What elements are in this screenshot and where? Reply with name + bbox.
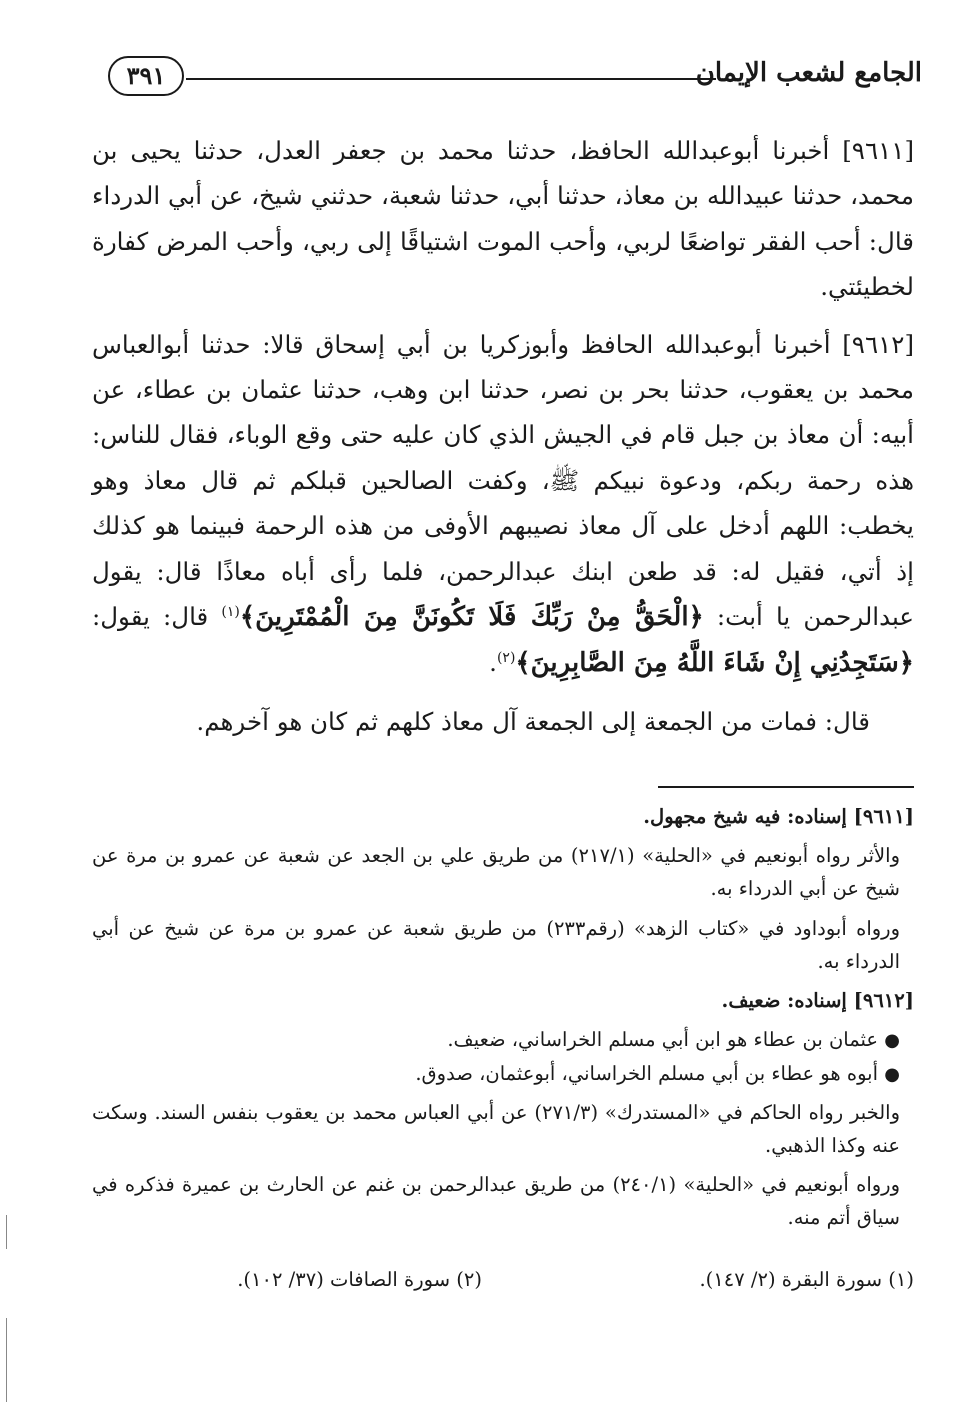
hadith-text: . (489, 648, 497, 678)
hadith-number: [٩٦١٢] (842, 329, 914, 359)
note-heading: [٩٦١٢] إسناده: ضعيف. (721, 989, 914, 1013)
book-title: الجامع لشعب الإيمان (695, 58, 922, 88)
footnote-ref: (١) (221, 603, 240, 620)
bullet-icon: ● (884, 1030, 900, 1052)
margin-mark (6, 1215, 7, 1249)
note-text: ورواه أبوداود في «كتاب الزهد» (رقم٢٣٣) من طريق شعبة عن عمرو بن مرة عن شيخ عن أبي الدرداء به. (92, 916, 900, 973)
list-item (92, 1023, 900, 1057)
hadith-text: قال: يقول: (92, 602, 222, 632)
notes (92, 800, 914, 1240)
page-number: ٣٩١ (108, 56, 184, 96)
hadith-9612 (92, 322, 914, 687)
quran-verse: ﴿الْحَقُّ مِنْ رَبِّكَ فَلَا تَكُونَنَّ مِنَ الْمُمْتَرِينَ﴾ (239, 602, 704, 633)
hadith-9611 (92, 128, 914, 310)
note-text: ورواه أبونعيم في «الحلية» (٢٤٠/١) من طريق عبدالرحمن بن غنم عن الحارث بن عميرة فذكره في سياق أتم منه. (92, 1173, 901, 1230)
bullet-text: أبوه هو عطاء بن أبي مسلم الخراساني، أبوعثمان، صدوق. (415, 1062, 878, 1086)
footnote-ref: (٢) (496, 650, 516, 667)
footnote-2: (٢) سورة الصافات (٣٧/ ١٠٢). (237, 1268, 482, 1291)
hadith-text: أخبرنا أبوعبدالله الحافظ وأبوزكريا بن أبي إسحاق قالا: حدثنا أبوالعباس محمد بن يعقوب، حدثنا بحر بن نصر، حدثنا ابن وهب، حدثنا عثمان بن عطاء، عن أبيه: أن معاذ بن جبل قام في الجيش الذي كان عليه حتى وقع الوباء، فقال للناس: هذه رحمة ربكم، ودعوة نبيكم ﷺ، وكفت الصالحين قبلكم ثم قال معاذ وهو يخطب: اللهم أدخل على آل معاذ نصيبهم الأوفى من هذه الرحمة فبينما هو كذلك إذ أتي، فقيل له: قد طعن ابنك عبدالرحمن، فلما رأى أباه معاذًا قال: يقول عبدالرحمن يا أبت: (92, 329, 915, 632)
header-rule (186, 78, 716, 80)
margin-mark (6, 1318, 7, 1402)
hadith-number: [٩٦١١] (842, 136, 914, 165)
list-item (92, 1057, 900, 1091)
note-heading: [٩٦١١] إسناده: فيه شيخ مجهول. (643, 805, 914, 828)
note-bullets (92, 1023, 914, 1091)
footnotes (92, 1263, 914, 1297)
bullet-text: عثمان بن عطاء هو ابن أبي مسلم الخراساني، ضعيف. (447, 1028, 878, 1052)
quran-verse: ﴿سَتَجِدُنِي إِنْ شَاءَ اللَّهُ مِنَ الصَّابِرِينَ﴾ (515, 648, 914, 679)
note-text: والأثر رواه أبونعيم في «الحلية» (٢١٧/١) من طريق علي بن الجعد عن شعبة عن عمرو بن مرة عن شيخ عن أبي الدرداء به. (92, 844, 900, 901)
footnote-1: (١) سورة البقرة (٢/ ١٤٧). (699, 1268, 914, 1291)
running-header (108, 52, 922, 104)
note-text: والخبر رواه الحاكم في «المستدرك» (٢٧١/٣) عن أبي العباس محمد بن يعقوب بنفس السند. وسكت عنه وكذا الذهبي. (92, 1100, 900, 1157)
bullet-icon: ● (884, 1064, 900, 1086)
hadith-text: أخبرنا أبوعبدالله الحافظ، حدثنا محمد بن جعفر العدل، حدثنا يحيى بن محمد، حدثنا عبيدالله بن معاذ، حدثنا أبي، حدثنا شعبة، حدثني شيخ، عن أبي الدرداء قال: أحب الفقر تواضعًا لربي، وأحب الموت اشتياقًا إلى ربي، وأحب المرض كفارة لخطيئتي. (92, 136, 914, 302)
main-text (92, 128, 914, 756)
notes-separator (658, 786, 914, 788)
hadith-continuation: قال: فمات من الجمعة إلى الجمعة آل معاذ كلهم ثم كان هو آخرهم. (196, 706, 870, 736)
